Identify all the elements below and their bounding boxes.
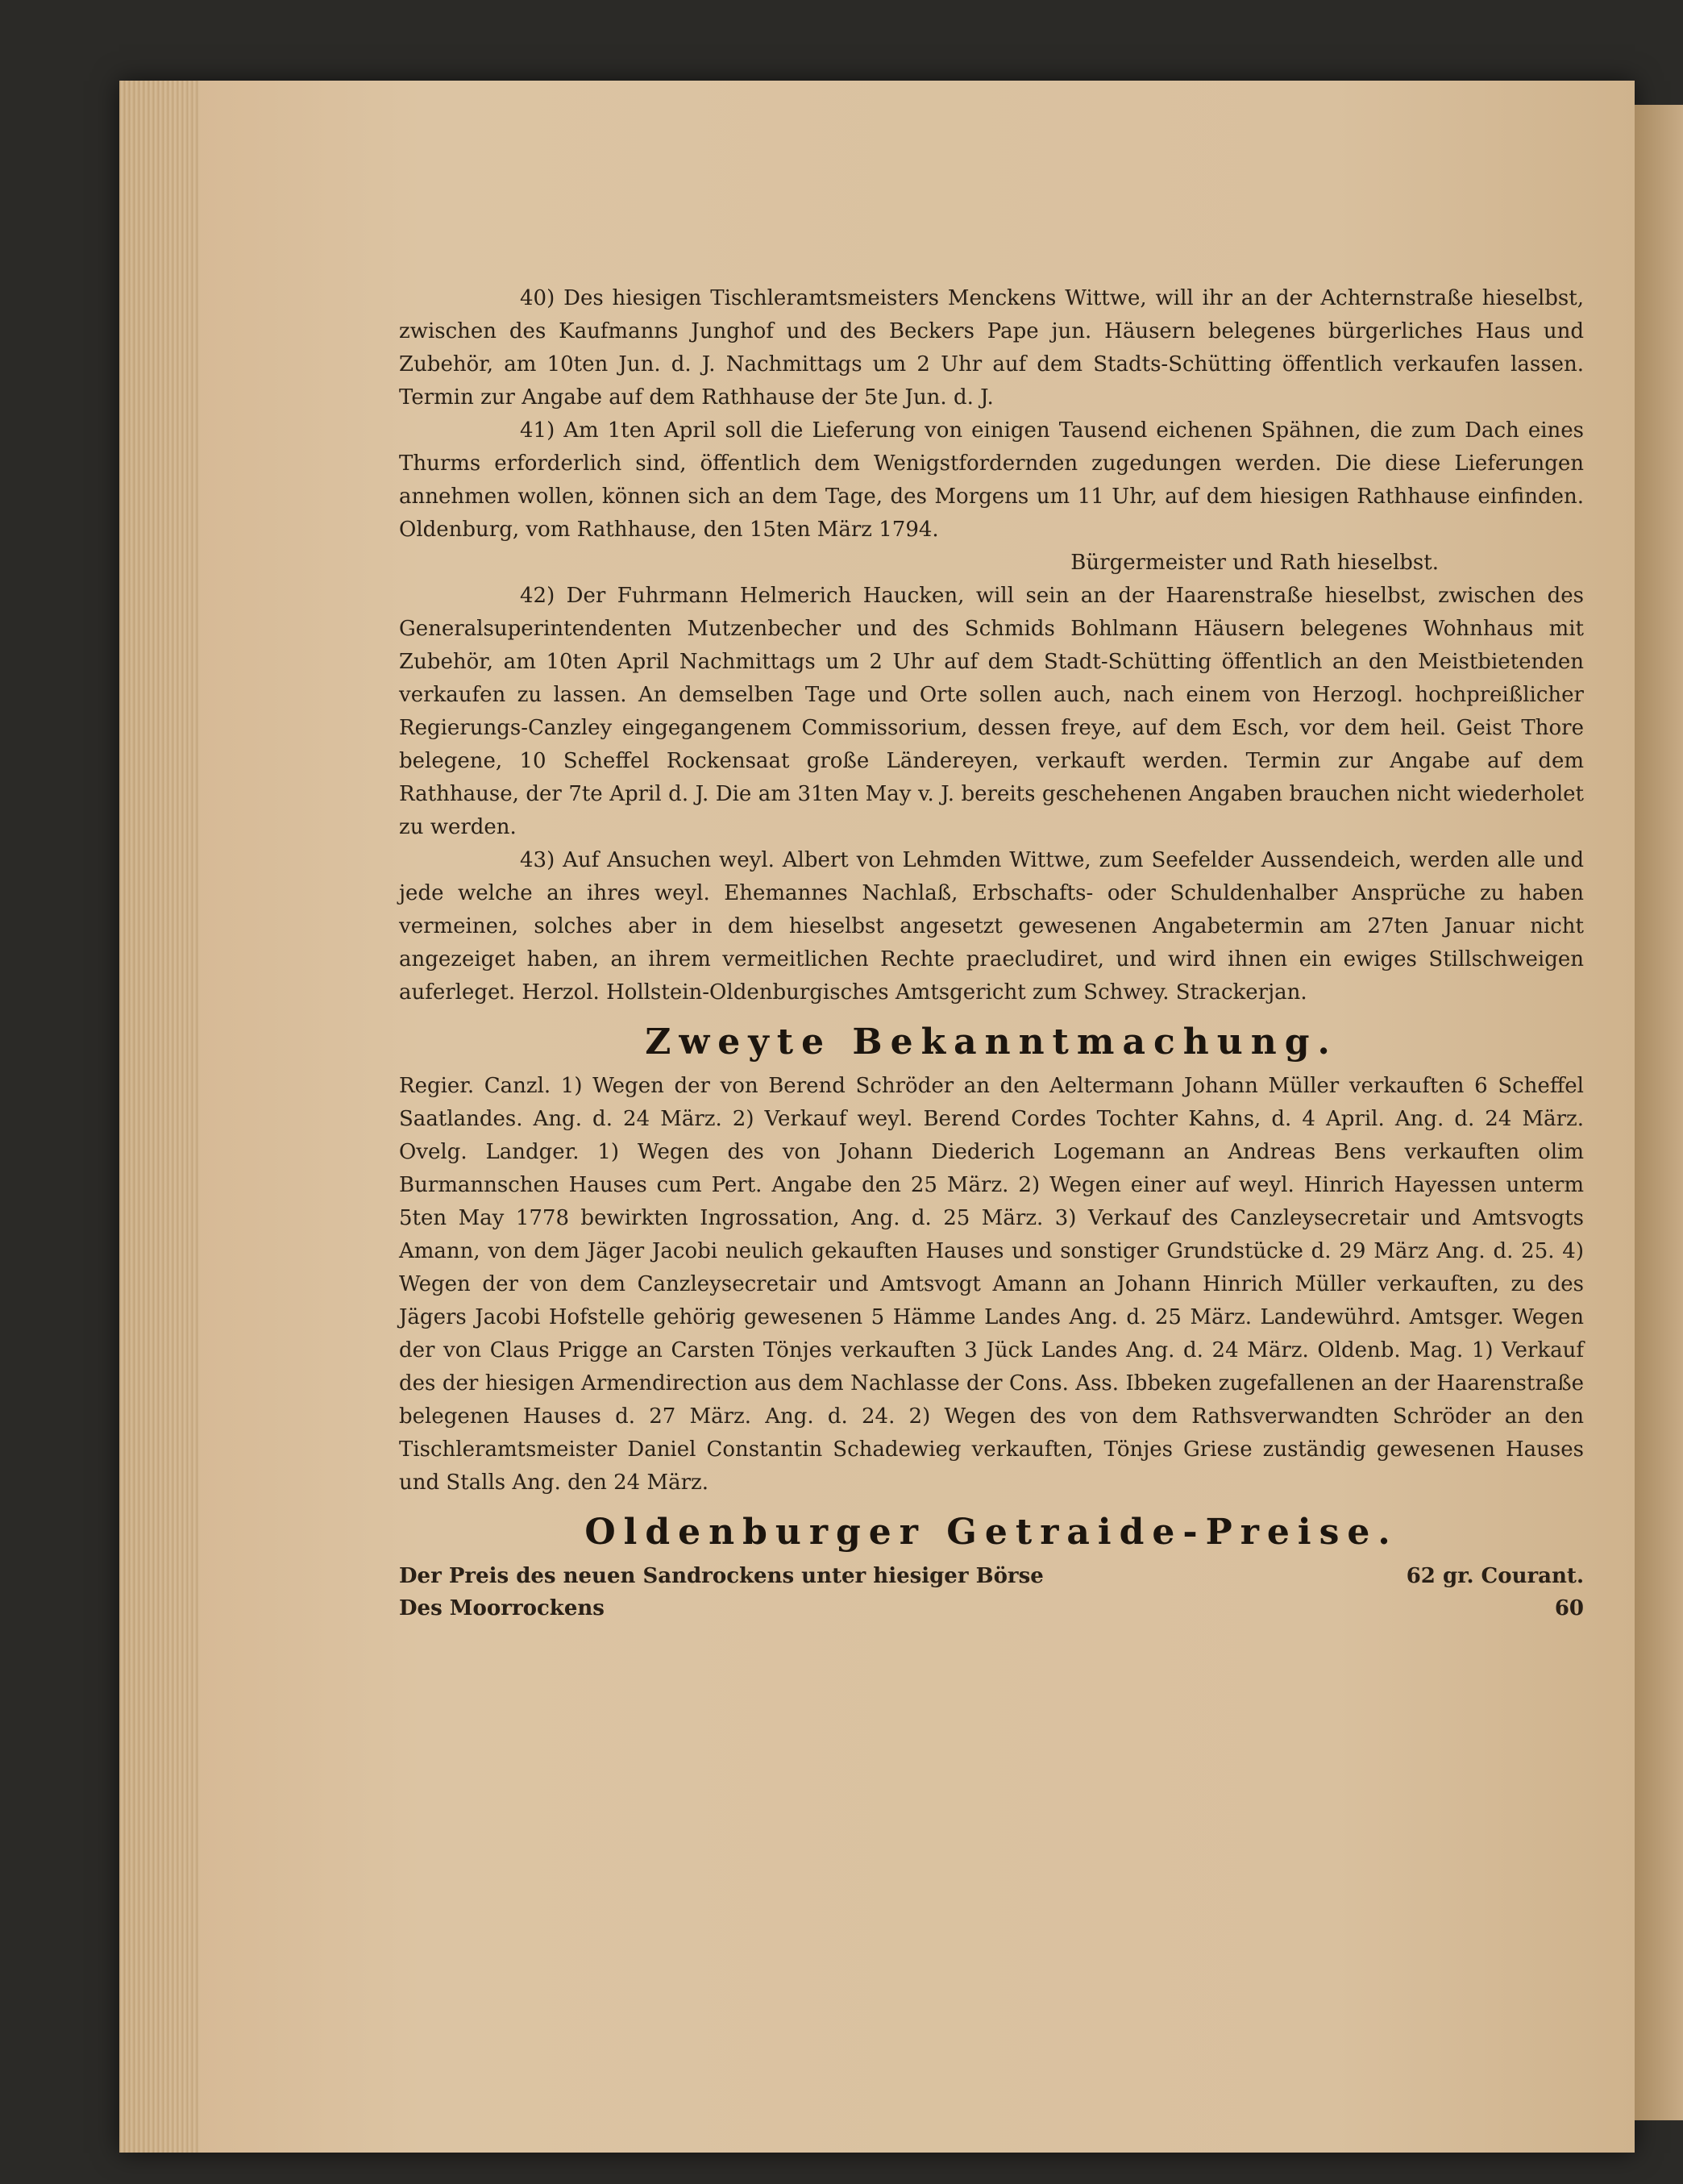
notice-40: 40) Des hiesigen Tischleramtsmeisters Menckens Wittwe, will ihr an der Achternstraße hieselbst, zwischen des Kaufmanns Junghof und des Beckers Pape jun. Häusern belegenes bürgerliches Haus und Zubehör, am 10ten Jun. d. J. Nachmittags um 2 Uhr auf dem Stadts-Schütting öffentlich verkaufen lassen. Termin zur Angabe auf dem Rathhause der 5te Jun. d. J. (399, 286, 1584, 410)
second-announcement-heading: Zweyte Bekanntmachung. (645, 1021, 1338, 1063)
page-edge-stack (119, 81, 200, 2153)
second-announcement-text: Regier. Canzl. 1) Wegen der von Berend Schröder an den Aeltermann Johann Müller verkauften 6 Scheffel Saatlandes. Ang. d. 24 März. 2) Verkauf weyl. Berend Cordes Tochter Kahns, d. 4 April. Ang. d. 24 März. Ovelg. Landger. 1) Wegen des von Johann Diederich Logemann an Andreas Bens verkauften olim Burmannschen Hauses cum Pert. Angabe den 25 März. 2) Wegen einer auf weyl. Hinrich Hayessen unterm 5ten May 1778 bewirkten Ingrossation, Ang. d. 25 März. 3) Verkauf des Canzleysecretair und Amtsvogts Amann, von dem Jäger Jacobi neulich gekauften Hauses und sonstiger Grundstücke d. 29 März Ang. d. 25. 4) Wegen der von dem Canzleysecretair und Amtsvogt Amann an Johann Hinrich Müller verkauften, zu des Jägers Jacobi Hofstelle gehörig gewesenen 5 Hämme Landes Ang. d. 25 März. Landewührd. Amtsger. Wegen der von Claus Prigge an Carsten Tönjes verkauften 3 Jück Landes Ang. d. 24 März. Oldenb. Mag. 1) Verkauf des der hiesigen Armendirection aus dem Nachlasse der Cons. Ass. Ibbeken zugefallenen an der Haarenstraße belegenen Hauses d. 27 März. Ang. d. 24. 2) Wegen des von dem Rathsverwandten Schröder an den Tischleramtsmeister Daniel Constantin Schadewieg verkauften, Tönjes Griese zuständig gewesenen Hauses und Stalls Ang. den 24 März. (399, 1074, 1584, 1495)
document-text (399, 282, 1584, 1624)
price-row (399, 1560, 1584, 1592)
signature-line: Bürgermeister und Rath hieselbst. (1070, 551, 1439, 575)
notice-43: 43) Auf Ansuchen weyl. Albert von Lehmden Wittwe, zum Seefelder Aussendeich, werden alle und jede welche an ihres weyl. Ehemannes Nachlaß, Erbschafts- oder Schuldenhalber Ansprüche zu haben vermeinen, solches aber in dem hieselbst angesetzt gewesenen Angabetermin am 27ten Januar nicht angezeiget haben, an ihrem vermeitlichen Rechte praecludiret, und wird ihnen ein ewiges Stillschweigen auferleget. Herzol. Hollstein-Oldenburgisches Amtsgericht zum Schwey. Strackerjan. (399, 848, 1584, 1005)
grain-prices-table (399, 1560, 1584, 1624)
price-label: Der Preis des neuen Sandrockens unter hiesiger Börse (399, 1564, 1044, 1588)
price-value: 60 (1554, 1596, 1584, 1620)
price-row (399, 1592, 1584, 1624)
grain-prices-heading: Oldenburger Getraide-Preise. (584, 1512, 1398, 1553)
price-value: 62 gr. Courant. (1406, 1564, 1584, 1588)
price-label: Des Moorrockens (399, 1596, 605, 1620)
notice-41: 41) Am 1ten April soll die Lieferung von einigen Tausend eichenen Spähnen, die zum Dach eines Thurms erforderlich sind, öffentlich dem Wenigstfordernden zugedungen werden. Die diese Lieferungen annehmen wollen, können sich an dem Tage, des Morgens um 11 Uhr, auf dem hiesigen Rathhause einfinden. Oldenburg, vom Rathhause, den 15ten März 1794. (399, 418, 1584, 542)
notice-42: 42) Der Fuhrmann Helmerich Haucken, will sein an der Haarenstraße hieselbst, zwischen des Generalsuperintendenten Mutzenbecher und des Schmids Bohlmann Häusern belegenes Wohnhaus mit Zubehör, am 10ten April Nachmittags um 2 Uhr auf dem Stadt-Schütting öffentlich an den Meistbietenden verkaufen zu lassen. An demselben Tage und Orte sollen auch, nach einem von Herzogl. hochpreißlicher Regierungs-Canzley eingegangenem Commissorium, dessen freye, auf dem Esch, vor dem heil. Geist Thore belegene, 10 Scheffel Rockensaat große Ländereyen, verkauft werden. Termin zur Angabe auf dem Rathhause, der 7te April d. J. Die am 31ten May v. J. bereits geschehenen Angaben brauchen nicht wiederholet zu werden. (399, 584, 1584, 839)
adjacent-page-edge (1635, 105, 1683, 2120)
